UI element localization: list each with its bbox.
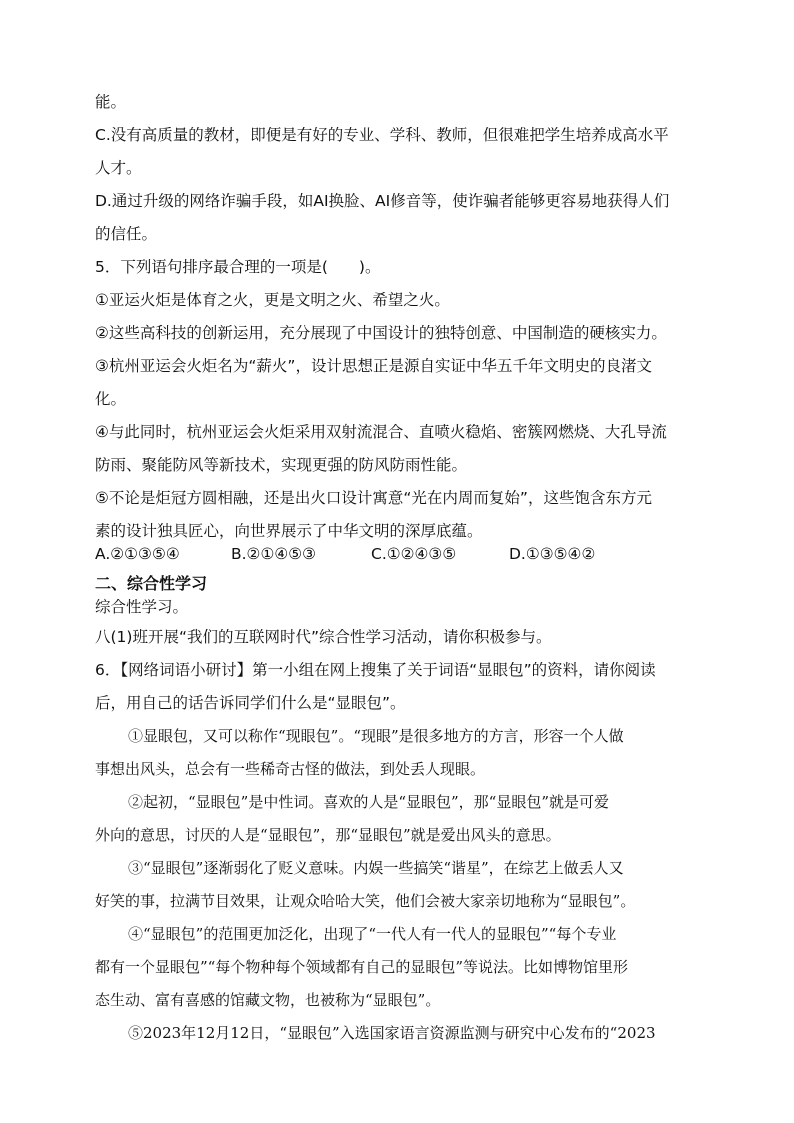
material-4: ④“显眼包”的范围更加泛化，出现了“一代人有一代人的显眼包”“每个专业 <box>128 925 617 943</box>
text-line: 化。 <box>95 390 127 408</box>
option-b: B.②①④⑤③ <box>231 545 317 563</box>
text-line: 人才。 <box>95 159 142 177</box>
material-2: ②起初，“显眼包”是中性词。喜欢的人是“显眼包”，那“显眼包”就是可爱 <box>128 793 610 811</box>
option-a: A.②①③⑤④ <box>95 545 180 563</box>
text-line: 都有一个显眼包”“每个物种每个领域都有自己的显眼包”等说法。比如博物馆里形 <box>95 958 629 976</box>
sentence-3: ③杭州亚运会火炬名为“薪火”，设计思想正是源自实证中华五千年文明史的良渚文 <box>95 357 652 375</box>
answer-options <box>95 544 595 564</box>
sentence-5: ⑤不论是炬冠方圆相融，还是出火口设计寓意“光在内周而复始”，这些饱含东方元 <box>95 489 652 507</box>
option-c-line: C.没有高质量的教材，即便是有好的专业、学科、教师，但很难把学生培养成高水平 <box>95 126 669 144</box>
text-line: 的信任。 <box>95 225 158 243</box>
activity-intro: 八(1)班开展“我们的互联网时代”综合性学习活动，请你积极参与。 <box>95 628 552 646</box>
option-c: C.①②④③⑤ <box>371 545 457 563</box>
sentence-4: ④与此同时，杭州亚运会火炬采用双射流混合、直喷火稳焰、密簇网燃烧、大孔导流 <box>95 423 667 441</box>
material-1: ①显眼包，又可以称作“现眼包”。“现眼”是很多地方的方言，形容一个人做 <box>128 727 624 745</box>
text-line: 综合性学习。 <box>95 598 189 616</box>
text-line: 防雨、聚能防风等新技术，实现更强的防风防雨性能。 <box>95 456 468 474</box>
text-line: 好笑的事，拉满节目效果，让观众哈哈大笑，他们会被大家亲切地称为“显眼包”。 <box>95 892 636 910</box>
text-line: 能。 <box>95 93 127 111</box>
material-3: ③“显眼包”逐渐弱化了贬义意味。内娱一些搞笑“谐星”，在综艺上做丢人又 <box>128 859 624 877</box>
text-line: 态生动、富有喜感的馆藏文物，也被称为“显眼包”。 <box>95 991 441 1009</box>
material-5: ⑤2023年12月12日，“显眼包”入选国家语言资源监测与研究中心发布的“2023 <box>128 1024 656 1042</box>
question-5: 5．下列语句排序最合理的一项是( )。 <box>95 258 381 276</box>
option-d-line: D.通过升级的网络诈骗手段，如AI换脸、AI修音等，使诈骗者能够更容易地获得人们 <box>95 192 670 210</box>
text-line: 外向的意思，讨厌的人是“显眼包”，那“显眼包”就是爱出风头的意思。 <box>95 826 561 844</box>
text-line: 素的设计独具匠心，向世界展示了中华文明的深厚底蕴。 <box>95 522 483 540</box>
sentence-1: ①亚运火炬是体育之火，更是文明之火、希望之火。 <box>95 291 450 309</box>
section-heading: 二、综合性学习 <box>95 574 208 593</box>
text-line: 事想出风头，总会有一些稀奇古怪的做法，到处丢人现眼。 <box>95 760 486 778</box>
sentence-2: ②这些高科技的创新运用，充分展现了中国设计的独特创意、中国制造的硬核实力。 <box>95 324 667 342</box>
question-6: 6．【网络词语小研讨】第一小组在网上搜集了关于词语“显眼包”的资料，请你阅读 <box>95 661 656 679</box>
option-d: D.①③⑤④② <box>509 545 596 563</box>
text-line: 后，用自己的话告诉同学们什么是“显眼包”。 <box>95 694 406 712</box>
